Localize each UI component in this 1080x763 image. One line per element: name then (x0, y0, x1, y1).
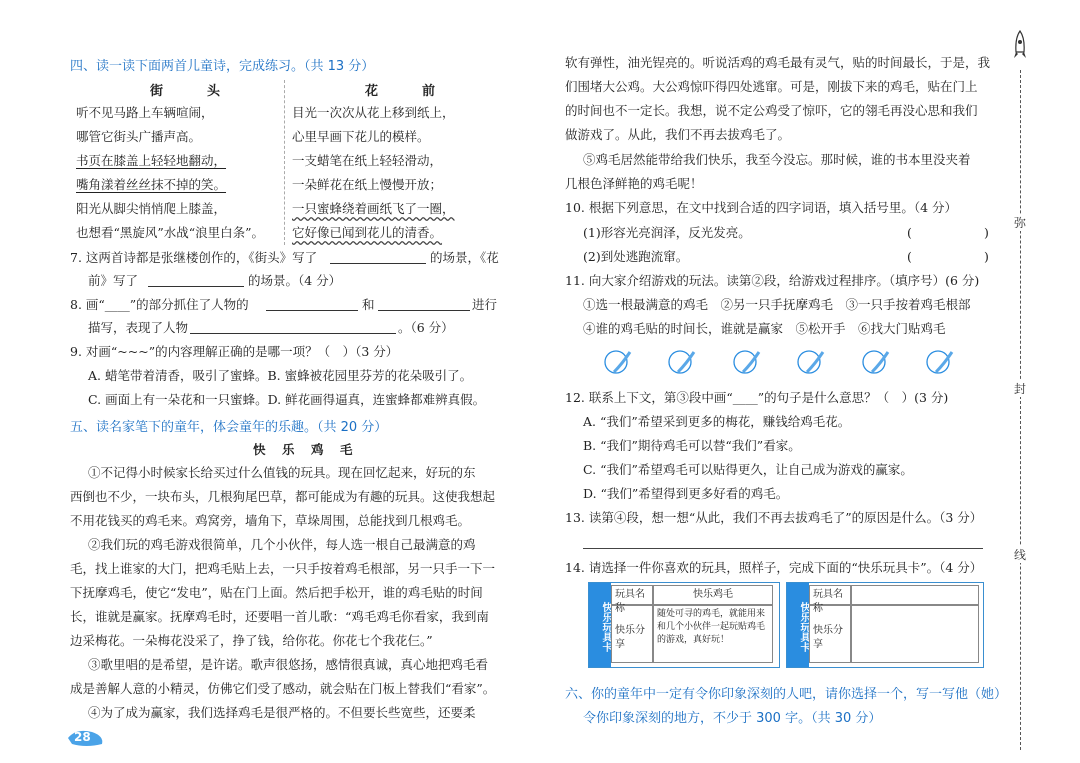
q11-options-2: ④谁的鸡毛贴的时间长，谁就是赢家 ⑤松开手 ⑥找大门贴鸡毛 (583, 321, 946, 336)
essay-line-6: 下抚摩鸡毛，使它“发电”，贴在门上面。然后把手松开，谁的鸡毛贴的时间 (70, 585, 483, 600)
q13-question: 13. 读第④段，想一想“从此，我们不再去拔鸡毛了”的原因是什么。（3 分） (565, 510, 983, 525)
answer-slot-1[interactable] (604, 348, 630, 374)
q7-text-a: 7. 这两首诗都是张继楼创作的，《街头》写了 (70, 250, 318, 265)
feather-icon (862, 348, 890, 376)
q8-text-d: 描写，表现了人物 (88, 320, 189, 335)
poem2-line-6: 它好像已闻到花儿的清香。 (292, 225, 443, 240)
card-share-value: 随处可寻的鸡毛，就能用来和几个小伙伴一起玩贴鸡毛的游戏，真好玩！ (653, 605, 773, 663)
poem2-line-2: 心里早画下花儿的模样。 (292, 129, 430, 144)
q8-blank-2[interactable] (378, 310, 470, 311)
answer-slot-3[interactable] (733, 348, 759, 374)
q7-text-c: 前》写了 (88, 273, 139, 288)
q10-question: 10. 根据下列意思，在文中找到合适的四字词语，填入括号里。（4 分） (565, 200, 958, 215)
poem-divider (284, 80, 285, 245)
toy-card-example (588, 582, 780, 668)
q9-options-2: C. 画面上有一朵花和一只蜜蜂。D. 鲜花画得逼真，连蜜蜂都难辨真假。 (88, 392, 486, 407)
essay-cont-line-2: 们围堵大公鸡。大公鸡惊吓得四处逃窜。可是，刚拔下来的鸡毛，贴在门上 (565, 79, 978, 94)
essay-line-2: 西倒也不少，一块布头，几根狗尾巴草，都可能成为有趣的玩具。这使我想起 (70, 489, 496, 504)
q12-option-b: B. “我们”期待鸡毛可以替“我们”看家。 (583, 438, 801, 453)
poem2-line-4: 一朵鲜花在纸上慢慢开放； (292, 177, 443, 192)
answer-slot-4[interactable] (797, 348, 823, 374)
q10-answer-2[interactable] (918, 249, 982, 265)
essay-cont-line-5: ⑤鸡毛居然能带给我们快乐，我至今没忘。那时候，谁的书本里没夹着 (583, 152, 971, 167)
q8-blank-3[interactable] (190, 333, 396, 334)
q10-paren-1-right: ) (984, 225, 989, 240)
poem2-line-1: 目光一次次从花上移到纸上， (292, 105, 455, 120)
margin-word-2: 封 (1014, 382, 1027, 396)
poem1-title: 街 头 (150, 84, 227, 99)
essay-cont-line-6: 几根色泽鲜艳的鸡毛呢！ (565, 176, 703, 191)
section5-title: 五、读名家笔下的童年，体会童年的乐趣。（共 20 分） (70, 420, 388, 435)
page-number-badge (66, 728, 106, 748)
q12-question: 12. 联系上下文，第③段中画“____”的句子是什么意思？（ ）(3 分) (565, 390, 949, 405)
answer-slot-2[interactable] (668, 348, 694, 374)
essay-cont-line-4: 做游戏了。从此，我们不再去拔鸡毛了。 (565, 127, 791, 142)
feather-icon (668, 348, 696, 376)
poem1-line-4: 嘴角漾着丝丝抹不掉的笑。 (76, 177, 227, 192)
toy-card-blank (786, 582, 984, 668)
poem1-line-2: 哪管它街头广播声高。 (76, 129, 202, 144)
q14-question: 14. 请选择一件你喜欢的玩具，照样子，完成下面的“快乐玩具卡”。（4 分） (565, 560, 983, 575)
poem1-line-6: 也想看“黑旋风”水战“浪里白条”。 (76, 225, 265, 240)
answer-slot-5[interactable] (862, 348, 888, 374)
q12-option-d: D. “我们”希望得到更多好看的鸡毛。 (583, 486, 789, 501)
q9-options-1: A. 蜡笔带着清香，吸引了蜜蜂。B. 蜜蜂被花园里芬芳的花朵吸引了。 (88, 368, 473, 383)
section6-title-line-2: 令你印象深刻的地方，不少于 300 字。（共 30 分） (583, 711, 882, 726)
card-name-label: 玩具名称 (809, 585, 851, 605)
q12-option-a: A. “我们”希望采到更多的梅花，赚钱给鸡毛花。 (583, 414, 851, 429)
q8-text-a: 8. 画“____”的部分抓住了人物的 (70, 297, 249, 312)
q9-question: 9. 对画“~~~”的内容理解正确的是哪一项？（ ）（3 分） (70, 344, 399, 359)
q11-options-1: ①选一根最满意的鸡毛 ②另一只手抚摩鸡毛 ③一只手按着鸡毛根部 (583, 297, 971, 312)
feather-icon (733, 348, 761, 376)
card-side-label: 快乐玩具卡 (787, 583, 809, 667)
page-number: 28 (74, 730, 91, 744)
margin-word-3: 线 (1014, 548, 1027, 562)
feather-icon (926, 348, 954, 376)
poem2-title: 花 前 (365, 84, 442, 99)
q13-answer-line[interactable] (583, 548, 983, 549)
card-name-input[interactable] (851, 585, 979, 605)
q8-text-e: 。（6 分） (398, 320, 454, 335)
poem1-line-5: 阳光从脚尖悄悄爬上膝盖， (76, 201, 227, 216)
poem2-line-3: 一支蜡笔在纸上轻轻滑动， (292, 153, 443, 168)
q8-text-c: 进行 (472, 297, 498, 312)
feather-icon (604, 348, 632, 376)
poem2-line-5: 一只蜜蜂绕着画纸飞了一圈， (292, 201, 455, 216)
answer-slot-6[interactable] (926, 348, 952, 374)
q8-text-b: 和 (362, 297, 375, 312)
q10-paren-1-left: ( (907, 225, 912, 240)
essay-line-1: ①不记得小时候家长给买过什么值钱的玩具。现在回忆起来，好玩的东 (88, 465, 476, 480)
card-share-input[interactable] (851, 605, 979, 663)
essay-title: 快 乐 鸡 毛 (253, 442, 355, 457)
q7-text-b: 的场景，《花 (430, 250, 499, 265)
essay-line-8: 边采梅花。一朵梅花没采了，挣了钱，给你花。你花七个我花仨。” (70, 633, 433, 648)
essay-line-9: ③歌里唱的是希望，是许诺。歌声很悠扬，感情很真诚，真心地把鸡毛看 (88, 657, 489, 672)
essay-cont-line-3: 的时间也不一定长。我想，说不定公鸡受了惊吓，它的翎毛再没心思和我们 (565, 103, 978, 118)
q10-paren-2-right: ) (984, 249, 989, 264)
card-side-label: 快乐玩具卡 (589, 583, 611, 667)
essay-cont-line-1: 软有弹性，油光锃亮的。听说活鸡的鸡毛最有灵气，贴的时间最长，于是，我 (565, 55, 991, 70)
q10-answer-1[interactable] (918, 225, 982, 241)
q7-blank-2[interactable] (148, 286, 244, 287)
card-name-value: 快乐鸡毛 (653, 585, 773, 605)
section6-title-line-1: 六、你的童年中一定有令你印象深刻的人吧，请你选择一个，写一写他（她） (565, 687, 1008, 702)
essay-line-7: 长，谁就是赢家。抚摩鸡毛时，还要唱一首儿歌：“鸡毛鸡毛你看家，我到南 (70, 609, 489, 624)
essay-line-5: 毛，找上谁家的大门，把鸡毛贴上去，一只手按着鸡毛根部，另一只手一下一 (70, 561, 496, 576)
margin-word-1: 弥 (1014, 216, 1027, 230)
q7-blank-1[interactable] (330, 263, 426, 264)
card-share-label: 快乐分享 (809, 605, 851, 663)
essay-line-3: 不用花钱买的鸡毛来。鸡窝旁，墙角下，草垛周围，总能找到几根鸡毛。 (70, 513, 471, 528)
q8-blank-1[interactable] (266, 310, 358, 311)
poem1-line-1: 听不见马路上车辆喧闹， (76, 105, 214, 120)
seal-line (1020, 70, 1021, 750)
q7-text-d: 的场景。（4 分） (248, 273, 342, 288)
card-share-label: 快乐分享 (611, 605, 653, 663)
q10-item-2: (2)到处逃跑流窜。 (583, 249, 689, 264)
q10-item-1: (1)形容光亮润泽，反光发亮。 (583, 225, 751, 240)
q10-paren-2-left: ( (907, 249, 912, 264)
section4-title: 四、读一读下面两首儿童诗，完成练习。（共 13 分） (70, 59, 375, 74)
q11-question: 11. 向大家介绍游戏的玩法。读第②段，给游戏过程排序。（填序号）(6 分) (565, 273, 980, 288)
q12-option-c: C. “我们”希望鸡毛可以贴得更久，让自己成为游戏的赢家。 (583, 462, 913, 477)
essay-line-10: 成是善解人意的小精灵，仿佛它们受了感动，就会贴在门板上替我们“看家”。 (70, 681, 496, 696)
poem1-line-3: 书页在膝盖上轻轻地翻动， (76, 153, 227, 168)
essay-line-4: ②我们玩的鸡毛游戏很简单，几个小伙伴，每人选一根自己最满意的鸡 (88, 537, 476, 552)
card-name-label: 玩具名称 (611, 585, 653, 605)
rocket-icon (1013, 30, 1027, 68)
essay-line-11: ④为了成为赢家，我们选择鸡毛是很严格的。不但要长些宽些，还要柔 (88, 705, 476, 720)
feather-icon (797, 348, 825, 376)
